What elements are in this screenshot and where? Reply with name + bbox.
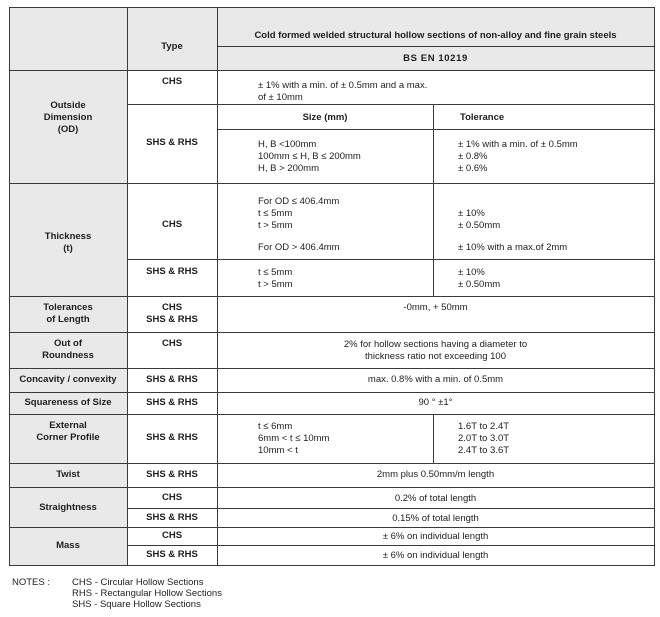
corner-type: SHS & RHS — [146, 432, 198, 443]
note-item: RHS - Rectangular Hollow Sections — [72, 588, 222, 599]
squareness-label: Squareness of Size — [24, 397, 112, 408]
grid-line — [127, 104, 655, 105]
od-chs-type: CHS — [161, 76, 183, 87]
grid-line — [217, 7, 218, 566]
mass-chs-type: CHS — [161, 530, 183, 541]
twist-value: 2mm plus 0.50mm/m length — [376, 469, 495, 480]
grid-line — [9, 565, 655, 566]
grid-line — [127, 508, 655, 509]
note-item: SHS - Square Hollow Sections — [72, 599, 201, 610]
squareness-value: 90 ° ±1° — [418, 397, 453, 408]
grid-line — [217, 46, 655, 47]
grid-line — [9, 332, 655, 333]
twist-type: SHS & RHS — [146, 469, 198, 480]
straightness-chs-value: 0.2% of total length — [394, 493, 477, 504]
label-column-shade — [9, 7, 127, 565]
grid-line — [9, 392, 655, 393]
note-item: CHS - Circular Hollow Sections — [72, 577, 204, 588]
corner-label: External Corner Profile — [36, 420, 100, 443]
grid-line — [9, 7, 655, 8]
mass-shs-type: SHS & RHS — [146, 549, 198, 560]
grid-line — [433, 414, 434, 463]
length-types: CHS SHS & RHS — [146, 302, 198, 325]
grid-line — [433, 104, 434, 296]
od-label: Outside Dimension (OD) — [43, 100, 93, 135]
grid-line — [9, 7, 10, 566]
thickness-label: Thickness (t) — [44, 231, 92, 254]
grid-line — [9, 487, 655, 488]
mass-shs-value: ± 6% on individual length — [382, 550, 489, 561]
thickness-chs-tol: ± 10% ± 0.50mm ± 10% with a max.of 2mm — [458, 208, 568, 253]
tolerance-heading: Tolerance — [460, 112, 505, 123]
table-title: Cold formed welded structural hollow sections of non-alloy and fine grain steels — [254, 30, 617, 41]
standard-label: BS EN 10219 — [403, 53, 468, 64]
corner-tolerances: 1.6T to 2.4T 2.0T to 3.0T 2.4T to 3.6T — [458, 421, 510, 456]
grid-line — [9, 183, 655, 184]
roundness-type: CHS — [161, 338, 183, 349]
grid-line — [9, 527, 655, 528]
corner-sizes: t ≤ 6mm 6mm < t ≤ 10mm 10mm < t — [258, 421, 330, 456]
grid-line — [217, 129, 655, 130]
type-header: Type — [161, 41, 183, 52]
od-sizes: H, B <100mm 100mm ≤ H, B ≤ 200mm H, B > 200mm — [258, 139, 361, 174]
thickness-shs-tol: ± 10% ± 0.50mm — [458, 267, 501, 290]
notes-list — [72, 577, 222, 610]
length-label: Tolerances of Length — [43, 302, 93, 325]
grid-line — [9, 70, 655, 71]
concavity-label: Concavity / convexity — [19, 374, 117, 385]
mass-label: Mass — [56, 540, 80, 551]
roundness-value: 2% for hollow sections having a diameter to thickness ratio not exceeding 100 — [343, 339, 528, 362]
thickness-chs-type: CHS — [161, 219, 183, 230]
twist-label: Twist — [56, 469, 80, 480]
thickness-shs-size: t ≤ 5mm t > 5mm — [258, 267, 293, 290]
mass-chs-value: ± 6% on individual length — [382, 531, 489, 542]
grid-line — [654, 7, 655, 566]
straightness-label: Straightness — [39, 502, 97, 513]
straightness-shs-value: 0.15% of total length — [392, 513, 479, 524]
roundness-label: Out of Roundness — [42, 338, 94, 361]
od-shs-type: SHS & RHS — [146, 137, 198, 148]
concavity-value: max. 0.8% with a min. of 0.5mm — [367, 374, 504, 385]
od-tolerances: ± 1% with a min. of ± 0.5mm ± 0.8% ± 0.6% — [458, 139, 578, 174]
od-chs-text: ± 1% with a min. of ± 0.5mm and a max. of ± 10mm — [258, 80, 428, 103]
grid-line — [127, 259, 655, 260]
notes-heading: NOTES : — [12, 577, 51, 588]
length-value: -0mm, + 50mm — [403, 302, 468, 313]
size-heading: Size (mm) — [302, 112, 348, 123]
concavity-type: SHS & RHS — [146, 374, 198, 385]
straightness-chs-type: CHS — [161, 492, 183, 503]
grid-line — [127, 545, 655, 546]
grid-line — [9, 414, 655, 415]
grid-line — [9, 368, 655, 369]
straightness-shs-type: SHS & RHS — [146, 512, 198, 523]
thickness-shs-type: SHS & RHS — [146, 266, 198, 277]
thickness-chs-size: For OD ≤ 406.4mm t ≤ 5mm t > 5mm For OD > 406.4mm — [258, 196, 340, 253]
grid-line — [127, 7, 128, 566]
squareness-type: SHS & RHS — [146, 397, 198, 408]
grid-line — [9, 296, 655, 297]
type-header-shade — [127, 7, 217, 70]
grid-line — [9, 463, 655, 464]
